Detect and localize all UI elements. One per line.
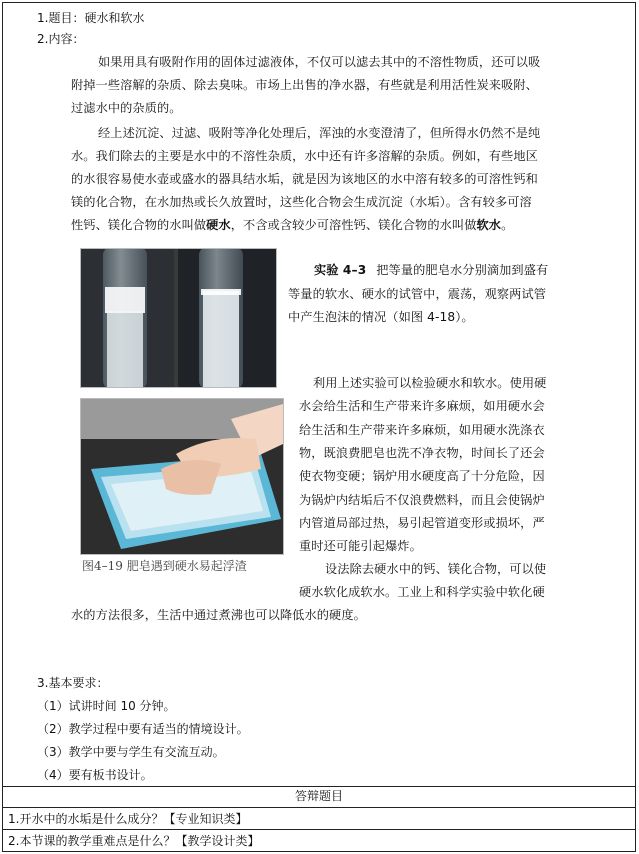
paragraph3-line2: 水会给生活和生产带来许多麻烦，如用硬水会 [299,399,545,413]
paragraph3-line3: 给生活和生产带来许多麻烦，如用硬水洗涤衣 [299,423,545,437]
requirement-item-1: （1）试讲时间 10 分钟。 [37,699,176,713]
paragraph2-line2: 水。我们除去的主要是水中的不溶性杂质，水中还有许多溶解的杂质。例如，有些地区 [71,149,538,163]
paragraph2-text-a: 性钙、镁化合物的水叫做 [71,218,207,232]
experiment-line3: 中产生泡沫的情况（如图 4-18）。 [288,310,474,324]
topic-line: 1.题目：硬水和软水 [37,11,145,25]
figure-caption: 图4–19 肥皂遇到硬水易起浮渣 [82,559,247,573]
paragraph2-line4: 镁的化合物，在水加热或长久放置时，这些化合物会生成沉淀（水垢）。含有较多可溶 [71,195,532,209]
paragraph1-line2: 附掉一些溶解的杂质、除去臭味。市场上出售的净水器，有些就是利用活性炭来吸附、 [71,78,538,92]
requirement-item-3: （3）教学中要与学生有交流互动。 [37,745,225,759]
document-page [2,2,636,852]
paragraph3-line5: 使衣物变硬；锅炉用水硬度高了十分危险，因 [299,469,545,483]
paragraph3-line7: 内管道局部过热，易引起管道变形或损坏，严 [299,516,545,530]
paragraph4-line3: 水的方法很多，生活中通过煮沸也可以降低水的硬度。 [71,608,366,622]
paragraph2-line5 [71,216,513,233]
paragraph4-line1: 设法除去硬水中的钙、镁化合物，可以使 [325,562,547,576]
paragraph2-line1: 经上述沉淀、过滤、吸附等净化处理后，浑浊的水变澄清了，但所得水仍然不是纯 [98,126,541,140]
test-tubes-photo [80,248,277,388]
experiment-line1 [314,261,548,278]
qa-question-2: 2.本节课的教学重难点是什么？【教学设计类】 [8,834,260,848]
paragraph2-line3: 的水很容易使水壶或盛水的器具结水垢，就是因为该地区的水中溶有较多的可溶性钙和 [71,172,538,186]
content-label: 2.内容： [37,32,85,46]
experiment-title: 实验 4–3 [314,263,367,277]
qa-header: 答辩题目 [3,786,635,808]
paragraph3-line8: 重时还可能引起爆炸。 [299,539,422,553]
experiment-line2: 等量的软水、硬水的试管中，震荡，观察两试管 [288,287,547,301]
paragraph2-text-b: ，不含或含较少可溶性钙、镁化合物的水叫做 [230,218,477,232]
paragraph1-line1: 如果用具有吸附作用的固体过滤液体，不仅可以滤去其中的不溶性物质，还可以吸 [98,55,541,69]
paragraph3-line4: 物，既浪费肥皂也洗不净衣物，时间长了还会 [299,446,545,460]
soft-water-term: 软水 [476,218,502,232]
paragraph2-text-c: 。 [501,218,514,232]
basin-photo [80,398,284,555]
requirements-label: 3.基本要求： [37,676,109,690]
experiment-text-1: 把等量的肥皂水分别滴加到盛有 [376,263,549,277]
hard-water-term: 硬水 [206,218,231,232]
paragraph3-line6: 为锅炉内结垢后不仅浪费燃料，而且会使锅炉 [299,493,545,507]
requirement-item-4: （4）要有板书设计。 [37,768,153,782]
paragraph3-line1: 利用上述实验可以检验硬水和软水。使用硬 [313,376,547,390]
qa-question-1: 1.开水中的水垢是什么成分？【专业知识类】 [3,808,635,830]
paragraph1-line3: 过滤水中的杂质的。 [71,101,182,115]
requirement-item-2: （2）教学过程中要有适当的情境设计。 [37,722,249,736]
paragraph4-line2: 硬水软化成软水。工业上和科学实验中软化硬 [299,585,545,599]
content-cell [3,3,635,787]
